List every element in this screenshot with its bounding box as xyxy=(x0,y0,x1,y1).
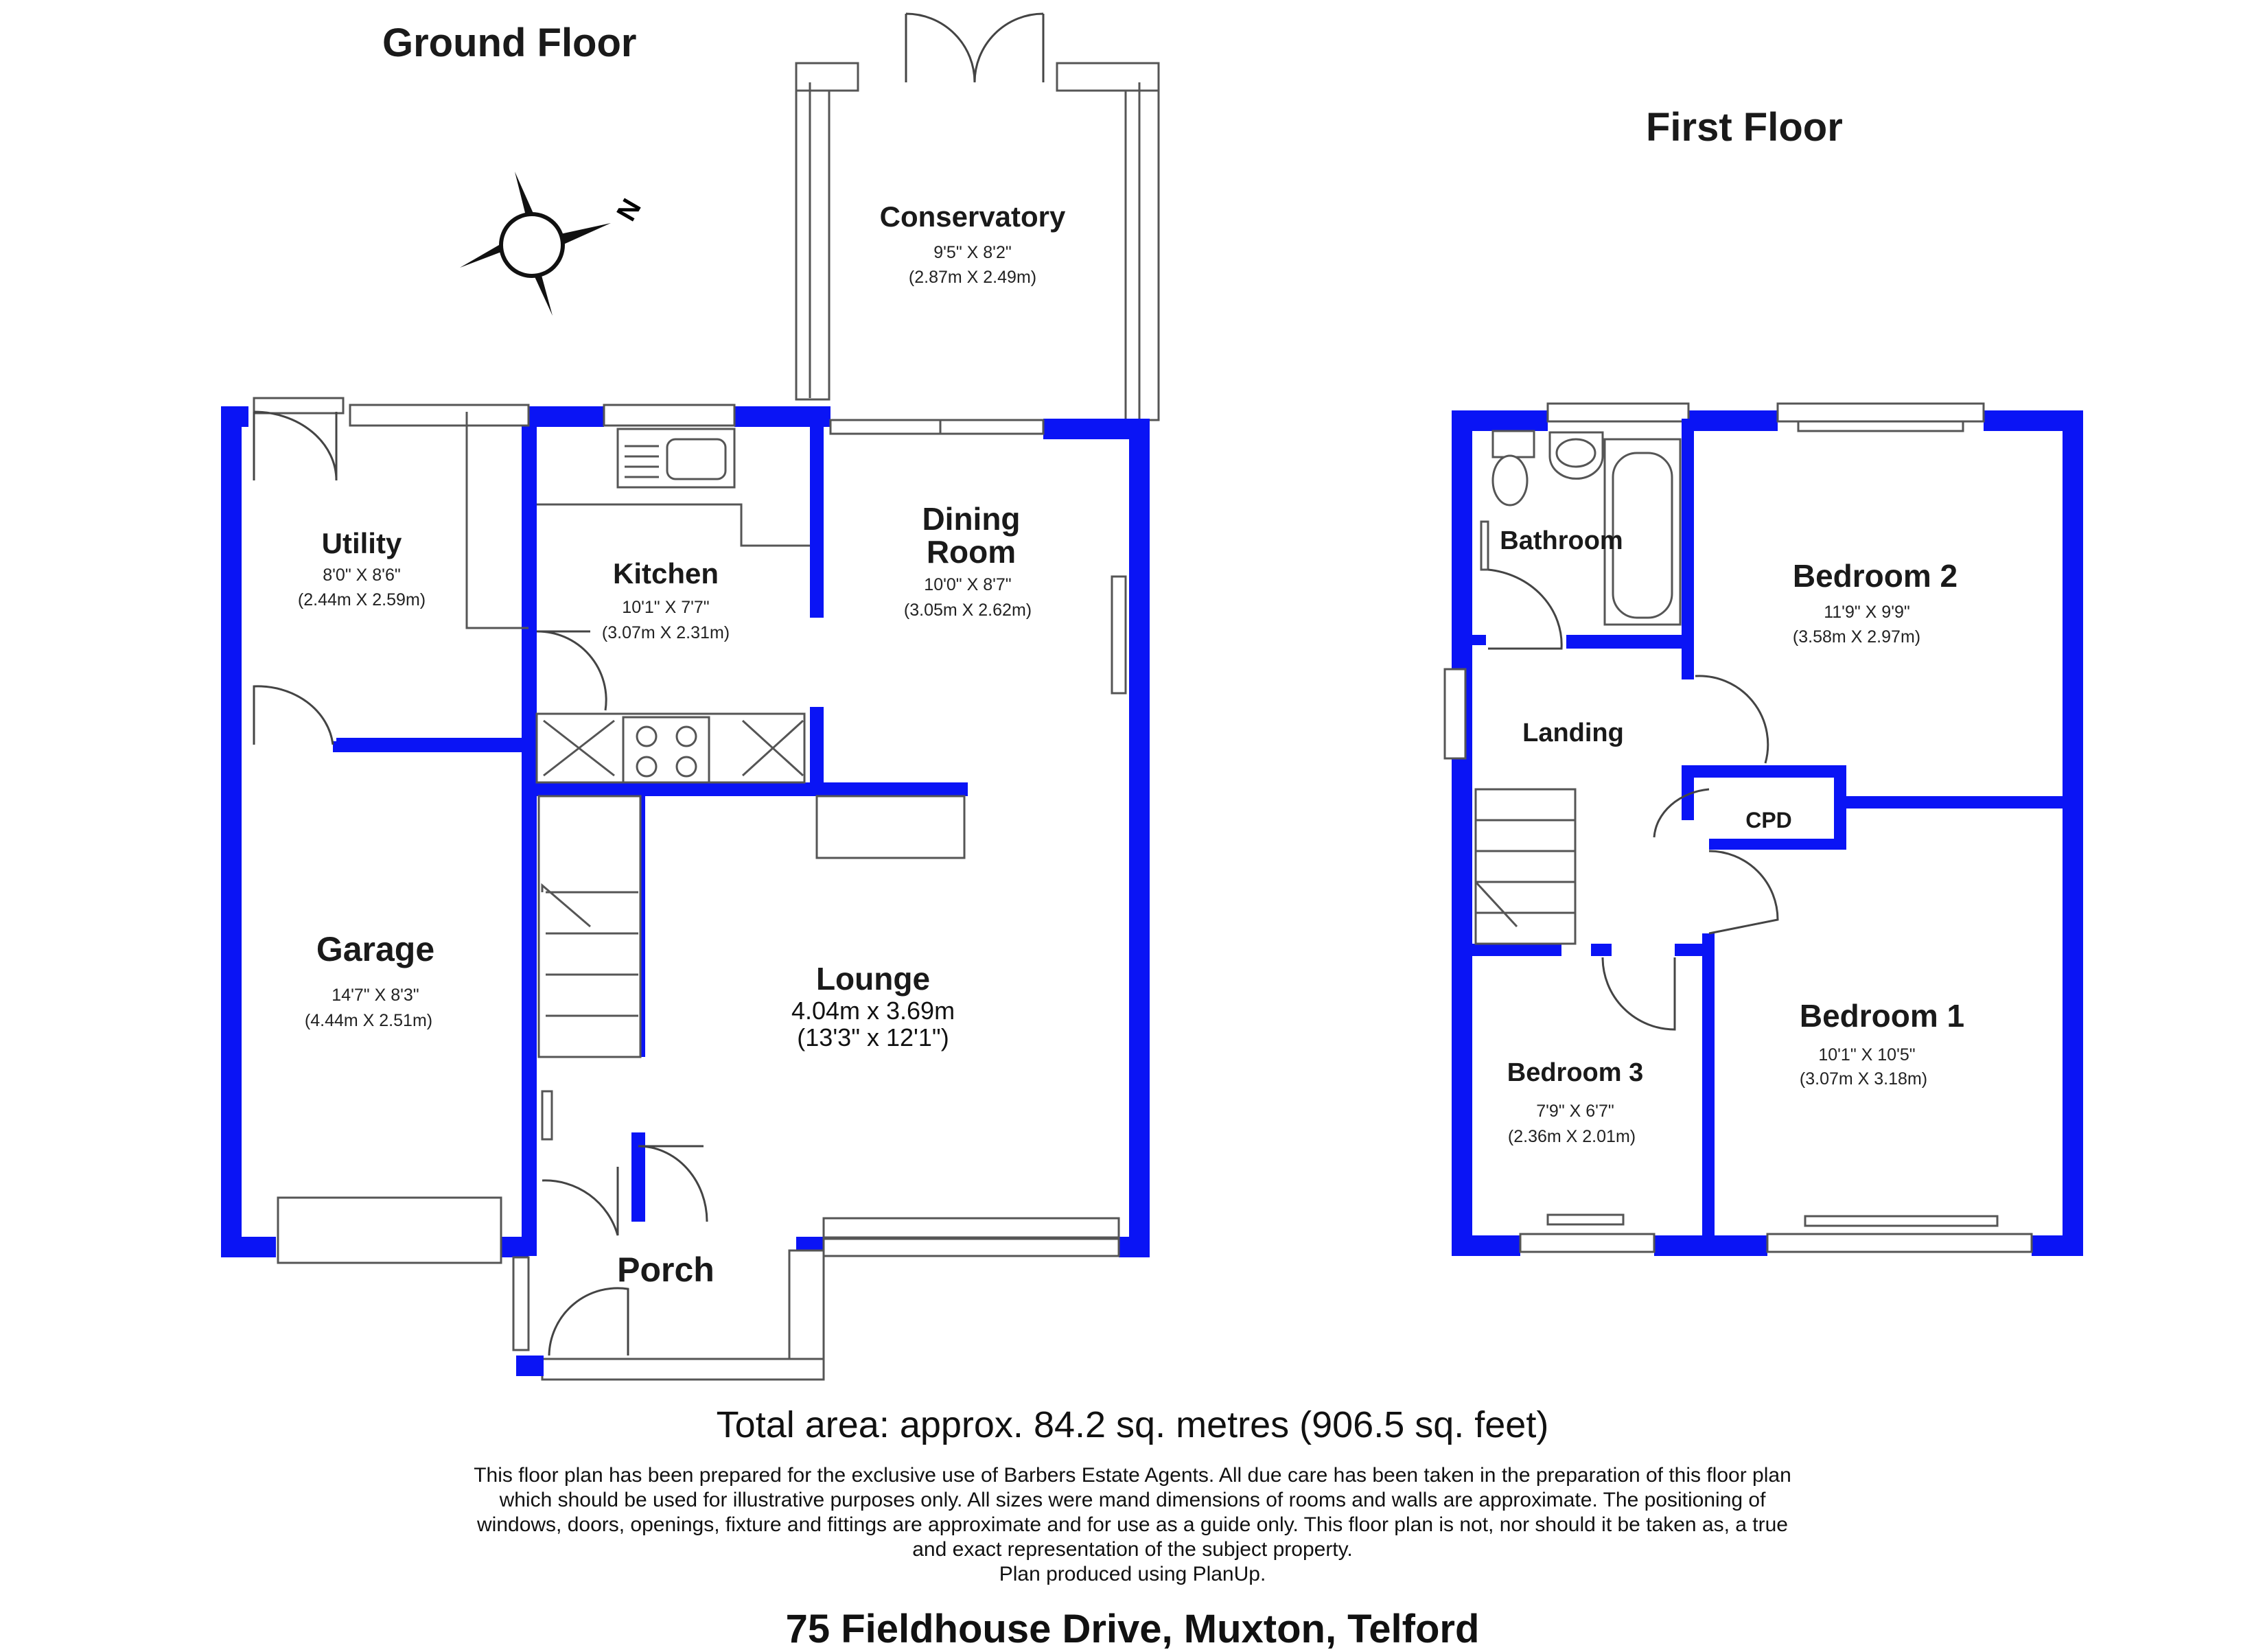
porch-label: Porch xyxy=(617,1250,715,1289)
disclaimer-line: which should be used for illustrative purposes only. All sizes were mand dimensions of rooms and walls are approximate. The positioning of xyxy=(499,1489,1766,1511)
kitchen-label: Kitchen xyxy=(612,557,719,590)
toilet-icon xyxy=(1493,431,1534,457)
dining-dim-metric: (3.05m X 2.62m) xyxy=(903,601,1032,620)
bedroom1-label: Bedroom 1 xyxy=(1799,998,1965,1034)
garage-label: Garage xyxy=(316,930,435,968)
disclaimer-line: Plan produced using PlanUp. xyxy=(999,1563,1266,1585)
conservatory-dim-imperial: 9'5" X 8'2" xyxy=(933,243,1012,262)
bedroom2-label: Bedroom 2 xyxy=(1792,558,1958,594)
utility-dim-imperial: 8'0" X 8'6" xyxy=(323,566,401,585)
bedroom3-label: Bedroom 3 xyxy=(1507,1058,1644,1087)
dining-dim-imperial: 10'0" X 8'7" xyxy=(924,575,1012,594)
kitchen-dim-imperial: 10'1" X 7'7" xyxy=(622,598,710,617)
ground-floor-title: Ground Floor xyxy=(382,21,637,65)
garage-dim-metric: (4.44m X 2.51m) xyxy=(304,1011,433,1030)
utility-door-frame xyxy=(254,398,343,413)
bedroom2-dim-imperial: 11'9" X 9'9" xyxy=(1824,603,1910,622)
dining-label-line2: Room xyxy=(926,534,1017,570)
garage-dim-imperial: 14'7" X 8'3" xyxy=(332,986,419,1005)
total-area-text: Total area: approx. 84.2 sq. metres (906.5 sq. feet) xyxy=(716,1404,1549,1445)
lounge-dim-imperial: (13'3" x 12'1") xyxy=(797,1023,949,1051)
utility-label: Utility xyxy=(321,527,402,559)
bedroom1-dim-imperial: 10'1" X 10'5" xyxy=(1818,1045,1916,1065)
disclaimer-line: and exact representation of the subject property. xyxy=(912,1538,1353,1561)
lounge-label: Lounge xyxy=(815,961,931,997)
property-address: 75 Fieldhouse Drive, Muxton, Telford xyxy=(785,1607,1480,1651)
disclaimer-line: This floor plan has been prepared for the exclusive use of Barbers Estate Agents. All due care has been taken in the preparation of this floor plan xyxy=(474,1464,1791,1487)
utility-dim-metric: (2.44m X 2.59m) xyxy=(297,590,426,609)
cpd-label: CPD xyxy=(1745,808,1792,833)
garage-door xyxy=(278,1198,501,1263)
landing-stairs-icon xyxy=(1476,789,1575,944)
kitchen-dim-metric: (3.07m X 2.31m) xyxy=(601,623,730,642)
disclaimer-text xyxy=(0,1463,2265,1587)
hob-icon xyxy=(623,717,709,782)
bedroom3-dim-imperial: 7'9" X 6'7" xyxy=(1536,1102,1614,1121)
bedroom1-dim-metric: (3.07m X 3.18m) xyxy=(1799,1069,1928,1089)
compass-north-label: N xyxy=(611,194,647,226)
first-floor-title: First Floor xyxy=(1646,105,1843,150)
bedroom3-dim-metric: (2.36m X 2.01m) xyxy=(1507,1127,1636,1146)
landing-label: Landing xyxy=(1522,719,1624,747)
disclaimer-line: windows, doors, openings, fixture and fittings are approximate and for use as a guide only. This floor plan is not, nor should it be taken as, a true xyxy=(477,1513,1788,1536)
conservatory-dim-metric: (2.87m X 2.49m) xyxy=(908,268,1037,287)
conservatory-label: Conservatory xyxy=(879,200,1066,233)
lounge-dim-metric: 4.04m x 3.69m xyxy=(791,997,955,1025)
compass-icon xyxy=(460,172,647,316)
bathroom-label: Bathroom xyxy=(1500,526,1623,555)
dining-label-line1: Dining xyxy=(922,501,1021,537)
bedroom2-dim-metric: (3.58m X 2.97m) xyxy=(1792,627,1921,647)
